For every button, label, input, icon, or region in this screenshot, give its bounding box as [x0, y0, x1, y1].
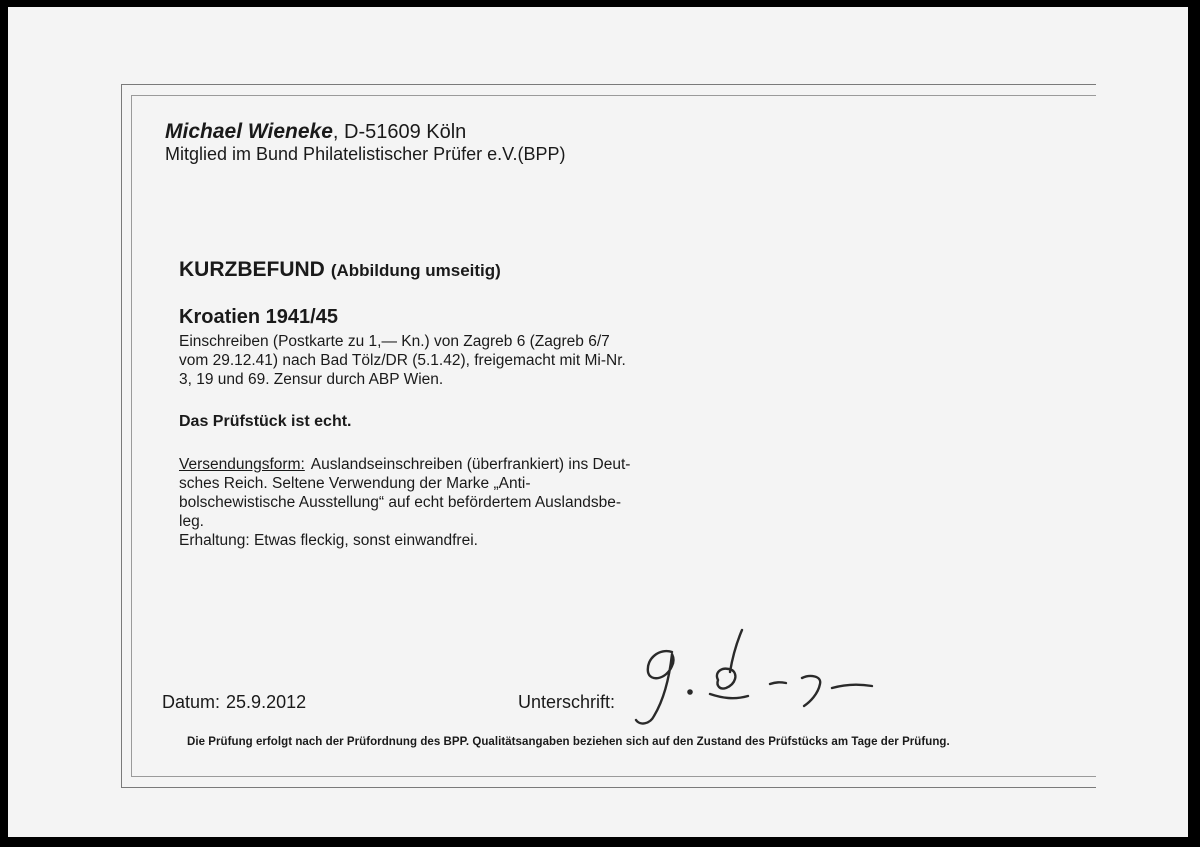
shipping-line: sches Reich. Seltene Verwendung der Marke „Anti- [179, 475, 531, 492]
description-line: 3, 19 und 69. Zensur durch ABP Wien. [179, 371, 444, 388]
shipping-section [179, 455, 719, 550]
handwritten-signature [610, 622, 880, 732]
certificate-title [179, 258, 501, 282]
title-subtitle: (Abbildung umseitig) [330, 261, 501, 280]
country-heading: Kroatien 1941/45 [179, 306, 338, 328]
shipping-first-line [179, 455, 719, 474]
examiner-heading [165, 120, 466, 144]
shipping-label: Versendungsform: [179, 456, 305, 473]
frame-line-left-inner [131, 95, 132, 777]
frame-line-bottom-outer [121, 787, 1096, 788]
frame-line-bottom-inner [131, 776, 1096, 777]
condition-line: Erhaltung: Etwas fleckig, sonst einwandfrei. [179, 532, 478, 549]
date-value: 25.9.2012 [226, 692, 307, 712]
description-line: vom 29.12.41) nach Bad Tölz/DR (5.1.42), freigemacht mit Mi-Nr. [179, 352, 626, 369]
description-line: Einschreiben (Postkarte zu 1,— Kn.) von Zagreb 6 (Zagreb 6/7 [179, 333, 610, 350]
frame-line-top-outer [121, 84, 1096, 85]
item-description [179, 332, 719, 389]
signature-label: Unterschrift: [518, 692, 616, 712]
frame-line-top-inner [131, 95, 1096, 96]
examiner-address: , D-51609 Köln [332, 121, 467, 143]
date-label: Datum: [162, 692, 221, 712]
verdict: Das Prüfstück ist echt. [179, 413, 352, 430]
shipping-line: Auslandseinschreiben (überfrankiert) ins Deut- [310, 456, 631, 473]
membership-line: Mitglied im Bund Philatelistischer Prüfer e.V.(BPP) [165, 144, 566, 164]
title-text: KURZBEFUND [179, 258, 325, 281]
examiner-name: Michael Wieneke [165, 120, 333, 143]
shipping-line: leg. [179, 513, 204, 530]
shipping-line: bolschewistische Ausstellung“ auf echt befördertem Auslandsbe- [179, 494, 621, 511]
frame-line-left-outer [121, 84, 122, 788]
date-field [162, 692, 306, 713]
footer-note: Die Prüfung erfolgt nach der Prüfordnung des BPP. Qualitätsangaben beziehen sich auf den Zustand des Prüfstücks am Tage der Prüfung. [187, 736, 950, 748]
